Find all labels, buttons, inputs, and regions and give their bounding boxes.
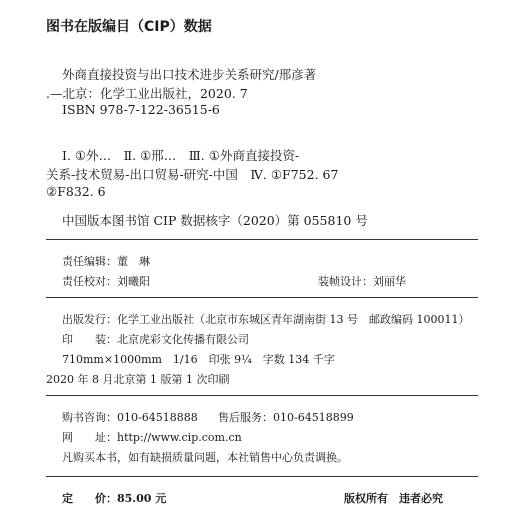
website-line: 网 址：http://www.cip.com.cn: [62, 431, 242, 444]
publisher-line: .—北京：化学工业出版社，2020. 7: [46, 86, 248, 101]
divider-4: [46, 476, 478, 477]
isbn-line: ISBN 978-7-122-36515-6: [62, 102, 220, 117]
cip-heading: 图书在版编目（CIP）数据: [46, 19, 212, 35]
responsible-proofreader: 责任校对：刘曦阳: [62, 275, 150, 288]
copyright-notice: 版权所有 违者必究: [344, 492, 443, 505]
classification-line-3: ②F832. 6: [46, 184, 106, 199]
divider-1: [46, 239, 478, 240]
edition-info: 2020 年 8 月北京第 1 版第 1 次印刷: [46, 373, 230, 386]
publisher-info: 出版发行：化学工业出版社（北京市东城区青年湖南街 13 号 邮政编码 100011）: [62, 313, 470, 326]
format-specs: 710mm×1000mm 1/16 印张 9¼ 字数 134 千字: [62, 353, 335, 366]
defect-notice: 凡购买本书，如有缺损质量问题，本社销售中心负责调换。: [62, 451, 348, 464]
book-title-line: 外商直接投资与出口技术进步关系研究/邢彦著: [62, 67, 317, 82]
printer-info: 印 装：北京虎彩文化传播有限公司: [62, 333, 249, 346]
after-sales-hotline: 售后服务：010-64518899: [218, 411, 354, 424]
price-line: 定 价：85.00 元: [62, 492, 167, 505]
divider-2: [46, 297, 478, 298]
classification-line-1: Ⅰ. ①外… Ⅱ. ①邢… Ⅲ. ①外商直接投资-: [62, 148, 300, 163]
classification-line-2: 关系-技术贸易-出口贸易-研究-中国 Ⅳ. ①F752. 67: [46, 167, 339, 182]
purchase-hotline: 购书咨询：010-64518888: [62, 411, 198, 424]
library-cip-note: 中国版本图书馆 CIP 数据核字（2020）第 055810 号: [62, 213, 368, 228]
responsible-editor: 责任编辑：董 琳: [62, 255, 150, 268]
binding-designer: 装帧设计：刘丽华: [318, 275, 406, 288]
divider-3: [46, 395, 478, 396]
